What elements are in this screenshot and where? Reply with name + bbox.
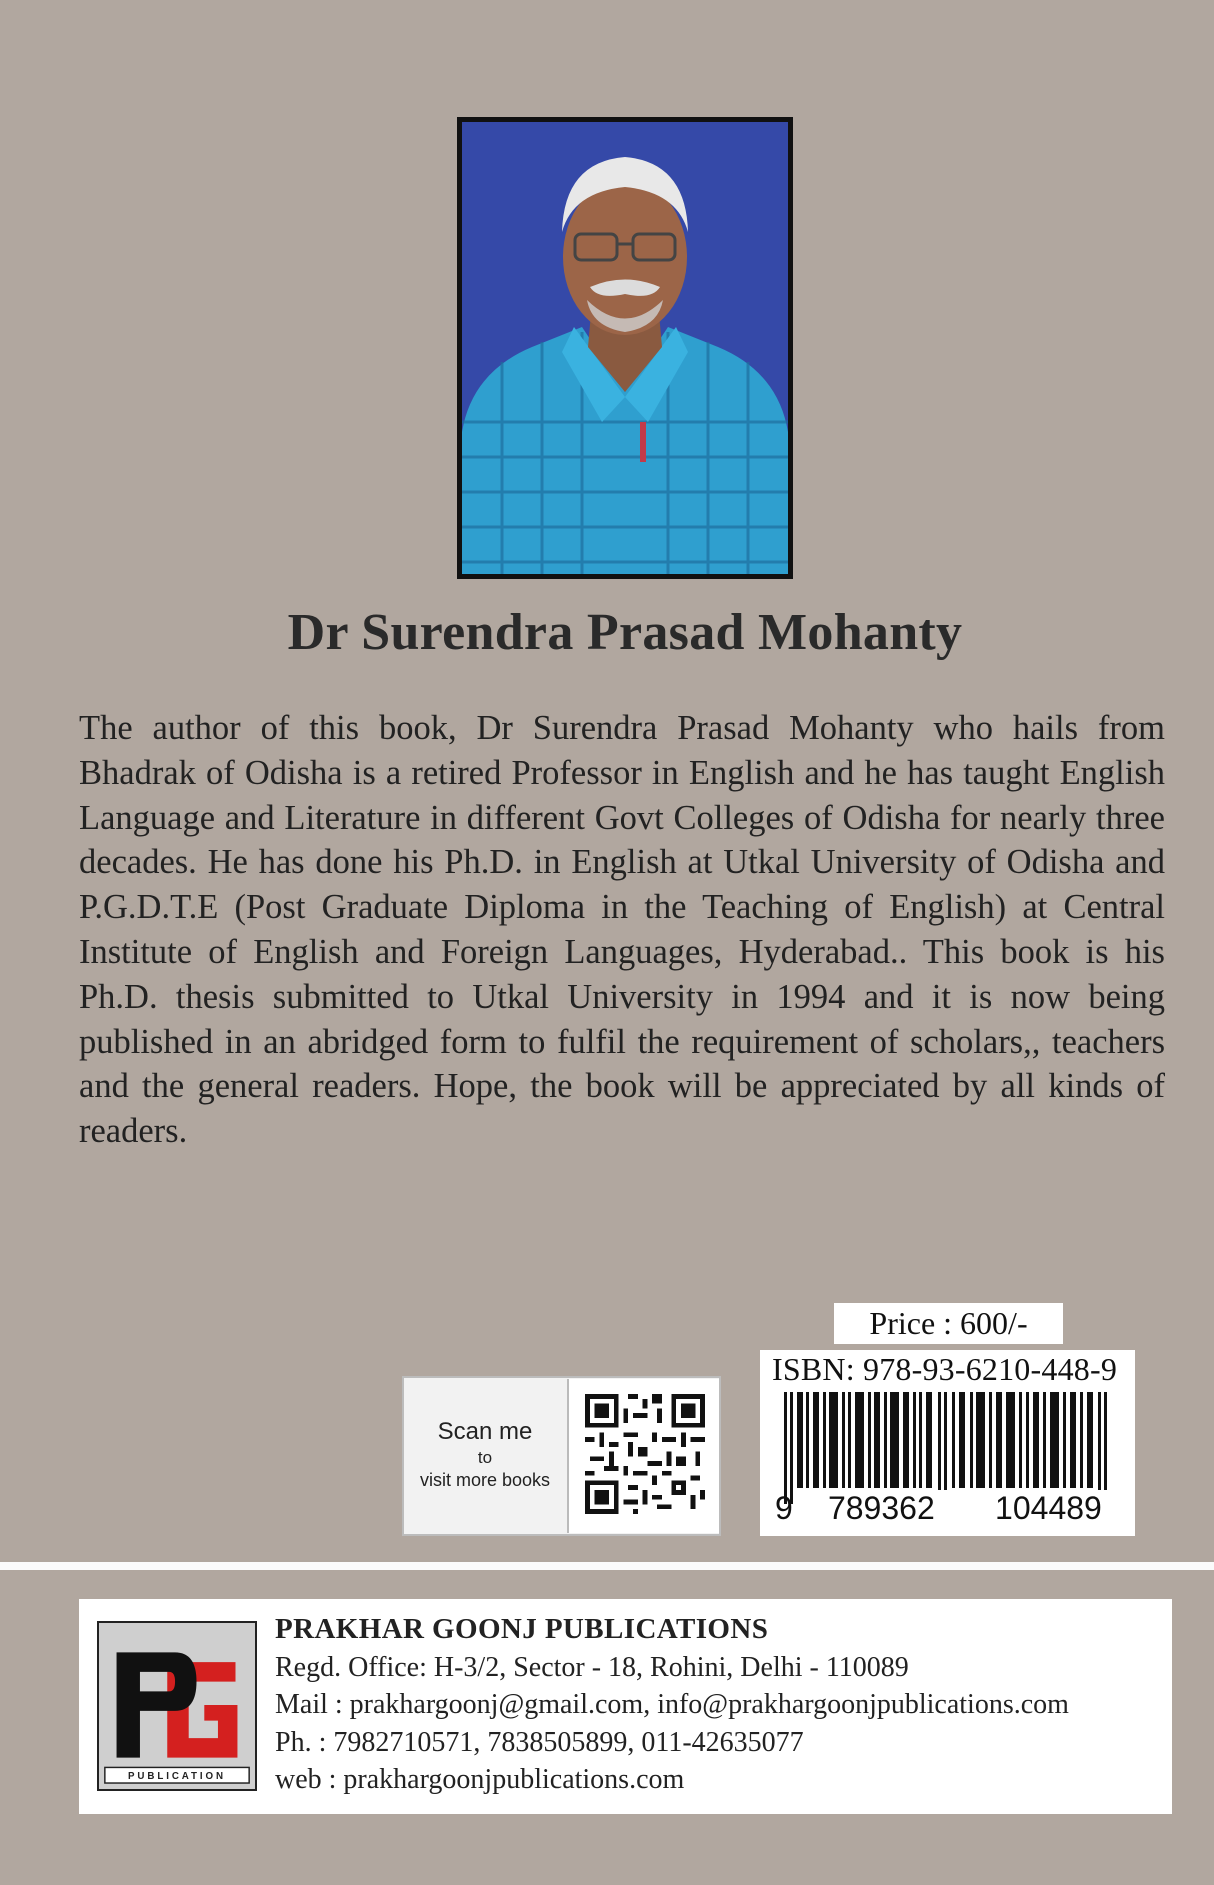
author-photo [462, 122, 788, 574]
pg-logo-icon [99, 1623, 255, 1789]
isbn-label: ISBN: 978-93-6210-448-9 [772, 1351, 1118, 1387]
qr-code-icon [585, 1394, 705, 1514]
publisher-web[interactable]: web : prakhargoonjpublications.com [275, 1764, 685, 1795]
author-portrait-image [462, 122, 788, 574]
barcode-digit-first: 9 [775, 1490, 793, 1526]
publisher-details [275, 1611, 1165, 1799]
publisher-name: PRAKHAR GOONJ PUBLICATIONS [275, 1613, 769, 1645]
scan-me-title: Scan me [437, 1418, 533, 1445]
pg-logo-text: PUBLICATION [127, 1771, 227, 1783]
publisher-office: Regd. Office: H-3/2, Sector - 18, Rohini, Delhi - 110089 [275, 1651, 909, 1683]
author-name: Dr Surendra Prasad Mohanty [287, 604, 963, 661]
price-label: Price : 600/- [834, 1303, 1063, 1344]
scan-me-to: to [477, 1448, 493, 1467]
author-photo-frame [457, 117, 793, 579]
barcode-digits [766, 1490, 1128, 1527]
barcode-digits-right: 104489 [969, 1490, 1128, 1527]
publisher-phone: Ph. : 7982710571, 7838505899, 011-42635077 [275, 1726, 804, 1758]
barcode-icon [780, 1392, 1115, 1504]
divider [0, 1562, 1214, 1570]
author-bio: The author of this book, Dr Surendra Prasad Mohanty who hails from Bhadrak of Odisha is a retired Professor in English and he has taught English Language and Literature in different Govt Colleges of Odisha for nearly three decades. He has done his Ph.D. in English at Utkal University of Odisha and P.G.D.T.E (Post Graduate Diploma in the Teaching of English) at Central Institute of English and Foreign Languages, Hyderabad.. This book is his Ph.D. thesis submitted to Utkal University in 1994 and it is now being published in an abridged form to fulfil the requirement of scholars,, teachers and the general readers. Hope, the book will be appreciated by all kinds of readers. [79, 709, 1165, 1151]
qr-code[interactable] [567, 1379, 719, 1533]
publisher-box [79, 1599, 1172, 1814]
isbn-block [760, 1350, 1135, 1536]
scan-me-box [402, 1376, 721, 1536]
barcode-digits-left: 789362 [802, 1490, 961, 1527]
scan-me-subtitle: visit more books [419, 1470, 551, 1490]
scan-me-text [404, 1418, 566, 1491]
publisher-mail[interactable]: Mail : prakhargoonj@gmail.com, info@prakhargoonjpublications.com [275, 1689, 1069, 1720]
publisher-logo [97, 1621, 257, 1791]
